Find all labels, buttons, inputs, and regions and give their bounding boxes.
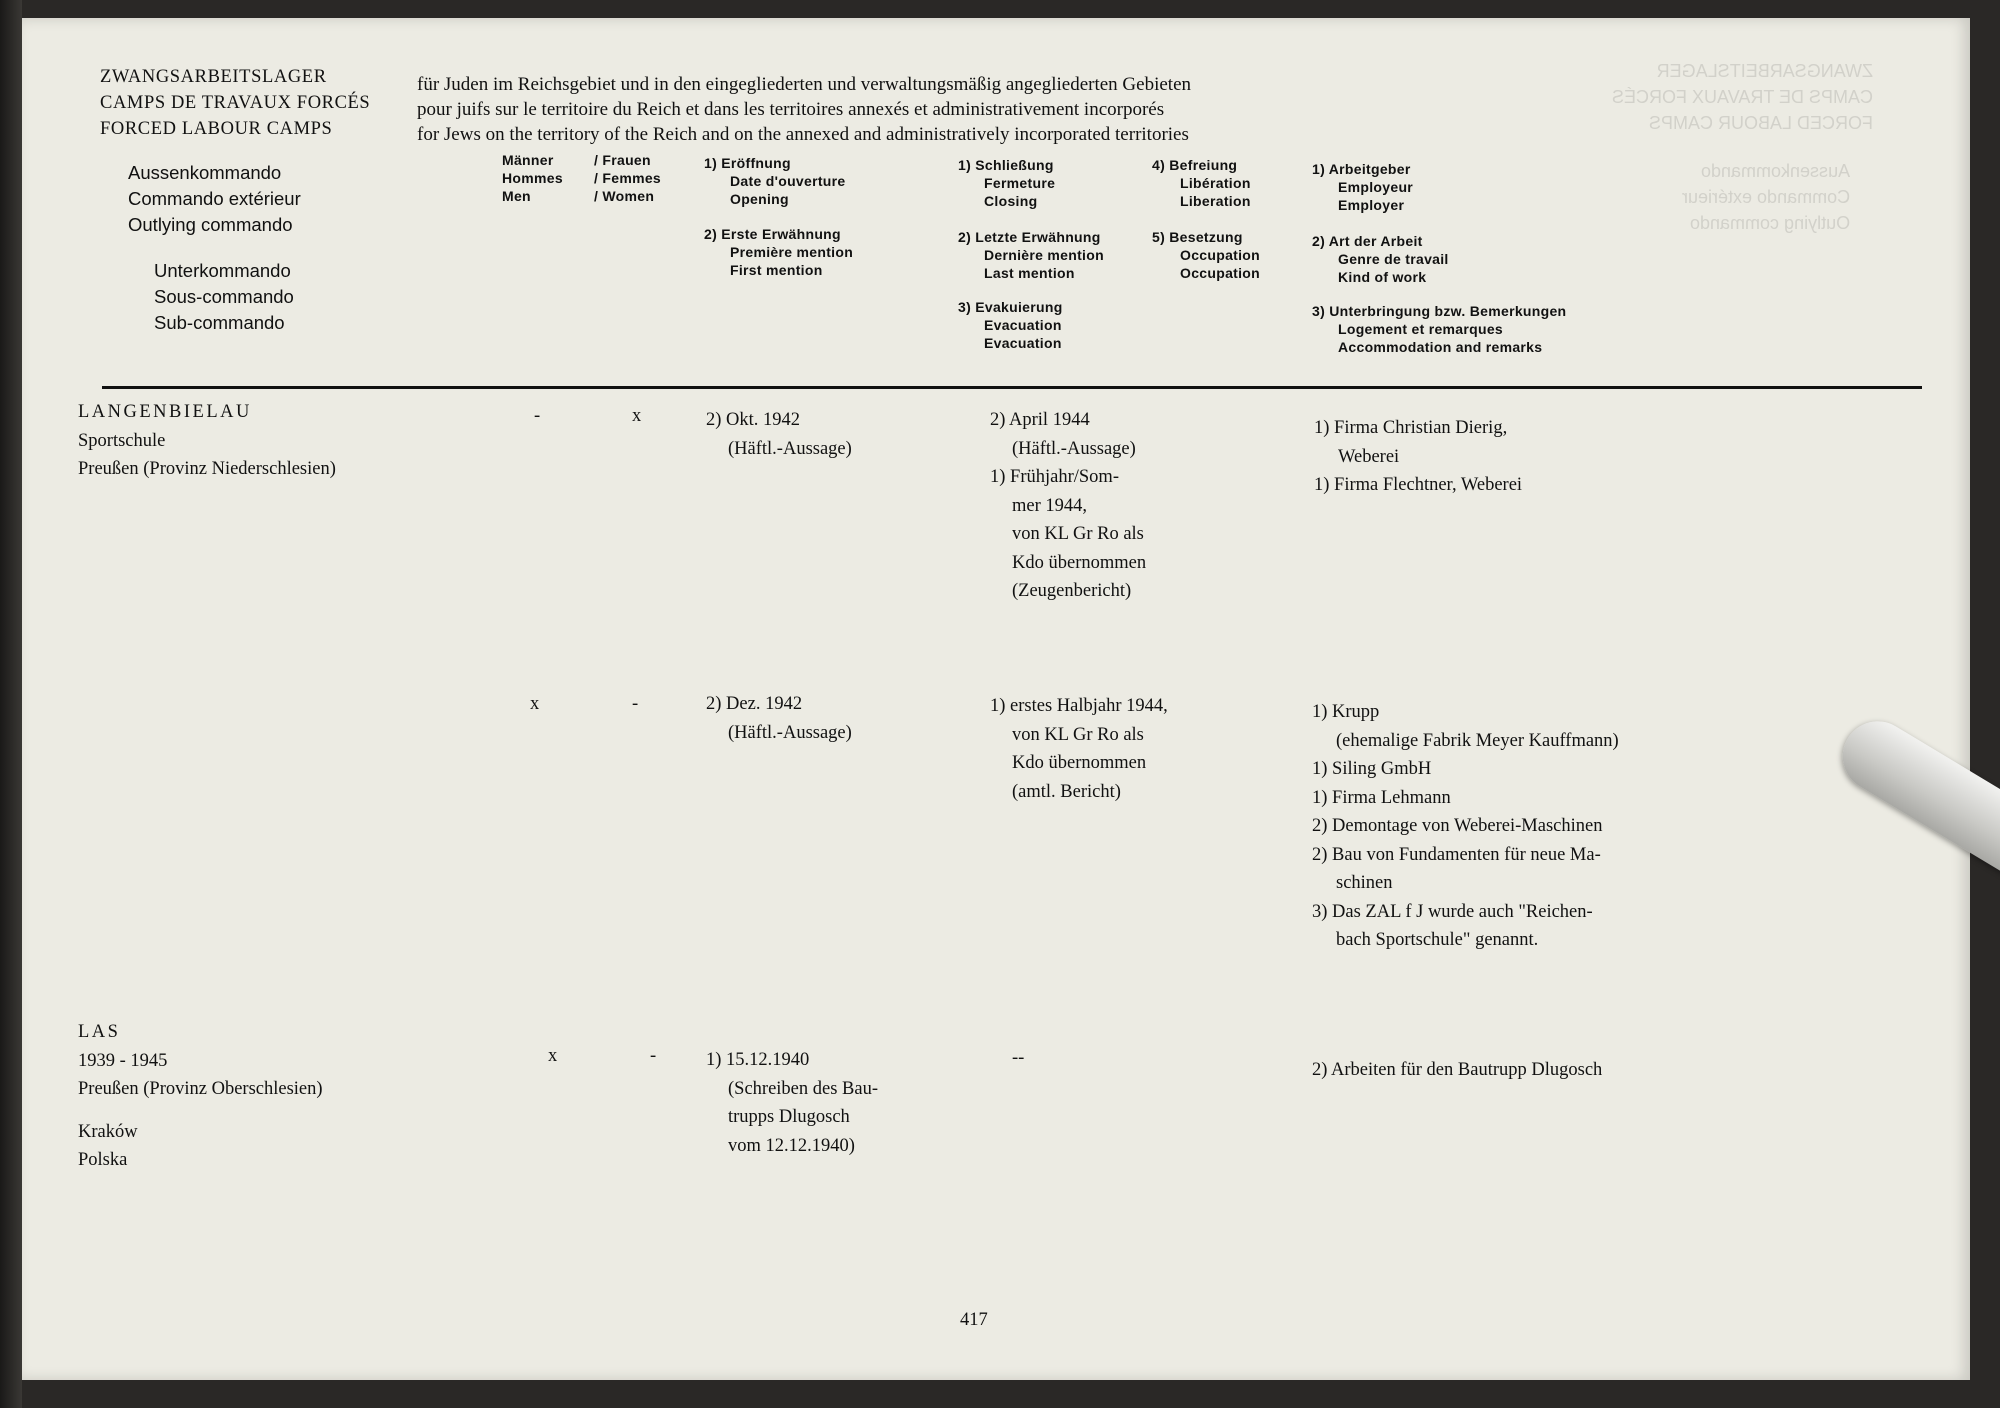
- entry-1-close-1: 2) April 1944: [990, 410, 1090, 430]
- col-closing-header: [958, 156, 1055, 210]
- entry-1-close-4: mer 1944,: [1012, 495, 1088, 516]
- entry-3-loc-4: Polska: [78, 1150, 128, 1170]
- col-first-en: First mention: [730, 262, 823, 278]
- col-lib-en: Liberation: [1180, 193, 1251, 209]
- entry-3-notes: [1312, 1056, 1602, 1085]
- entry-1-open-2: (Häftl.-Aussage): [728, 438, 852, 459]
- entry-1-note-3: 1) Firma Flechtner, Weberei: [1314, 475, 1523, 495]
- gender-m-en: Men: [502, 188, 531, 204]
- gender-f-de: / Frauen: [594, 152, 651, 168]
- header-intro-de: für Juden im Reichsgebiet und in den eingegliederten und verwaltungsmäßig angegliederten Gebieten: [417, 74, 1192, 95]
- col-employer-header: [1312, 160, 1413, 214]
- col-gender-header: [502, 151, 661, 205]
- entry-1-men: -: [534, 406, 541, 426]
- gender-m-fr: Hommes: [502, 170, 563, 186]
- sub-en: Sub-commando: [154, 312, 285, 333]
- entry-2-note-7: schinen: [1336, 873, 1393, 893]
- header-title-en: FORCED LABOUR CAMPS: [100, 119, 333, 139]
- col-first-de: 2) Erste Erwähnung: [704, 226, 841, 242]
- entry-2-note-9: bach Sportschule" genannt.: [1336, 930, 1539, 950]
- entry-3-open-4: vom 12.12.1940): [728, 1135, 855, 1156]
- col-first-fr: Première mention: [730, 244, 854, 260]
- col-work-fr: Genre de travail: [1338, 251, 1449, 267]
- entry-1-close-6: Kdo übernommen: [1012, 552, 1147, 573]
- col-lib-de: 4) Befreiung: [1152, 157, 1238, 173]
- col-employer-en: Employer: [1338, 197, 1405, 213]
- col-last-en: Last mention: [984, 265, 1075, 281]
- col-last-de: 2) Letzte Erwähnung: [958, 229, 1101, 245]
- col-opening-header: [704, 154, 846, 208]
- entry-1-name: LANGENBIELAU: [78, 402, 252, 422]
- entry-2-notes: [1312, 698, 1619, 955]
- col-accom-fr: Logement et remarques: [1338, 321, 1504, 337]
- col-evac-fr: Evacuation: [984, 317, 1062, 333]
- header-intro-block: [417, 72, 1191, 147]
- entry-1-women: x: [632, 406, 642, 426]
- gender-f-en: / Women: [594, 188, 655, 204]
- col-occupation-header: [1152, 228, 1260, 282]
- col-opening-en: Opening: [730, 191, 789, 207]
- entry-2-close-3: Kdo übernommen: [1012, 753, 1147, 773]
- entry-1-opening: [706, 406, 852, 463]
- gender-m-de: Männer: [502, 152, 554, 168]
- col-evacuation-header: [958, 298, 1063, 352]
- entry-2-women: -: [632, 694, 639, 714]
- entry-3-opening: [706, 1046, 878, 1160]
- col-employer-fr: Employeur: [1338, 179, 1414, 195]
- col-accom-de: 3) Unterbringung bzw. Bemerkungen: [1312, 303, 1567, 319]
- bleed-through-header: ZWANGSARBEITSLAGER CAMPS DE TRAVAUX FORCÉS FORCED LABOUR CAMPS: [1612, 61, 1874, 133]
- col-work-de: 2) Art der Arbeit: [1312, 233, 1423, 249]
- entry-3-men: x: [548, 1046, 558, 1066]
- col-accommodation-header: [1312, 302, 1566, 356]
- entry-3-location: [78, 1018, 323, 1175]
- col-occ-en: Occupation: [1180, 265, 1261, 281]
- entry-3-women: -: [650, 1046, 657, 1066]
- entry-1-open-1: 2) Okt. 1942: [706, 410, 801, 430]
- entry-1-loc-2: Preußen (Provinz Niederschlesien): [78, 459, 336, 479]
- outlying-en: Outlying commando: [128, 214, 293, 235]
- outlying-commando-label: [128, 160, 301, 238]
- entry-1-closing: [990, 406, 1146, 606]
- entry-2-note-2: (ehemalige Fabrik Meyer Kauffmann): [1336, 730, 1619, 751]
- entry-1-note-1: 1) Firma Christian Dierig,: [1314, 418, 1508, 438]
- entry-1-close-7: (Zeugenbericht): [1012, 581, 1132, 601]
- outlying-fr: Commando extérieur: [128, 188, 301, 209]
- entry-3-open-1: 1) 15.12.1940: [706, 1050, 810, 1070]
- col-opening-fr: Date d'ouverture: [730, 173, 846, 189]
- col-first-mention-header: [704, 225, 853, 279]
- entry-2-note-6: 2) Bau von Fundamenten für neue Ma-: [1312, 844, 1601, 865]
- sub-commando-label: [154, 258, 294, 336]
- header-title-de: ZWANGSARBEITSLAGER: [100, 67, 327, 87]
- entry-2-open-1: 2) Dez. 1942: [706, 694, 803, 714]
- col-closing-de: 1) Schließung: [958, 157, 1054, 173]
- col-last-fr: Dernière mention: [984, 247, 1104, 263]
- entry-1-close-3: 1) Frühjahr/Som-: [990, 467, 1119, 487]
- document-page: [22, 18, 1970, 1380]
- entry-3-open-3: trupps Dlugosch: [728, 1107, 850, 1127]
- entry-2-note-1: 1) Krupp: [1312, 702, 1380, 722]
- sub-fr: Sous-commando: [154, 286, 294, 307]
- entry-2-opening: [706, 690, 852, 747]
- entry-1-note-2: Weberei: [1338, 446, 1400, 467]
- entry-2-men: x: [530, 694, 540, 714]
- col-employer-de: 1) Arbeitgeber: [1312, 161, 1411, 177]
- col-work-header: [1312, 232, 1449, 286]
- entry-2-close-1: 1) erstes Halbjahr 1944,: [990, 696, 1168, 716]
- entry-2-note-4: 1) Firma Lehmann: [1312, 787, 1451, 808]
- entry-3-closing: --: [1012, 1048, 1025, 1068]
- entry-2-note-5: 2) Demontage von Weberei-Maschinen: [1312, 816, 1603, 836]
- entry-3-loc-2: Preußen (Provinz Oberschlesien): [78, 1079, 323, 1099]
- entry-1-loc-1: Sportschule: [78, 430, 166, 451]
- header-intro-en: for Jews on the territory of the Reich and on the annexed and administratively incorporated territories: [417, 124, 1189, 145]
- entry-2-open-2: (Häftl.-Aussage): [728, 722, 852, 743]
- col-evac-de: 3) Evakuierung: [958, 299, 1063, 315]
- entry-1-close-5: von KL Gr Ro als: [1012, 524, 1144, 544]
- col-occ-de: 5) Besetzung: [1152, 229, 1243, 245]
- entry-3-note-1: 2) Arbeiten für den Bautrupp Dlugosch: [1312, 1060, 1603, 1080]
- outlying-de: Aussenkommando: [128, 162, 282, 183]
- header-title-block: [100, 64, 370, 142]
- col-last-mention-header: [958, 228, 1104, 282]
- entry-2-closing: [990, 692, 1168, 806]
- header-divider-rule: [102, 386, 1922, 389]
- entry-1-location: [78, 398, 336, 484]
- entry-2-note-8: 3) Das ZAL f J wurde auch "Reichen-: [1312, 901, 1593, 922]
- entry-3-open-2: (Schreiben des Bau-: [728, 1078, 879, 1099]
- header-intro-fr: pour juifs sur le territoire du Reich et dans les territoires annexés et administrativement incorporés: [417, 99, 1165, 120]
- entry-2-close-4: (amtl. Bericht): [1012, 781, 1121, 802]
- entry-3-loc-3: Kraków: [78, 1121, 138, 1142]
- col-liberation-header: [1152, 156, 1251, 210]
- book-binding: [0, 0, 22, 1408]
- entry-2-note-3: 1) Siling GmbH: [1312, 759, 1432, 779]
- col-lib-fr: Libération: [1180, 175, 1251, 191]
- entry-3-loc-1: 1939 - 1945: [78, 1050, 168, 1071]
- col-accom-en: Accommodation and remarks: [1338, 339, 1543, 355]
- header-title-fr: CAMPS DE TRAVAUX FORCÉS: [100, 93, 371, 113]
- col-work-en: Kind of work: [1338, 269, 1427, 285]
- col-closing-en: Closing: [984, 193, 1038, 209]
- entry-1-notes: [1314, 414, 1522, 500]
- col-evac-en: Evacuation: [984, 335, 1062, 351]
- col-closing-fr: Fermeture: [984, 175, 1056, 191]
- entry-3-name: LAS: [78, 1022, 121, 1042]
- sub-de: Unterkommando: [154, 260, 291, 281]
- entry-2-close-2: von KL Gr Ro als: [1012, 724, 1144, 745]
- page-number: 417: [960, 1310, 988, 1330]
- bleed-through-sub: Aussenkommando Commando extérieur Outlying commando: [1682, 161, 1851, 233]
- col-opening-de: 1) Eröffnung: [704, 155, 791, 171]
- entry-1-close-2: (Häftl.-Aussage): [1012, 438, 1136, 459]
- gender-f-fr: / Femmes: [594, 170, 661, 186]
- col-occ-fr: Occupation: [1180, 247, 1261, 263]
